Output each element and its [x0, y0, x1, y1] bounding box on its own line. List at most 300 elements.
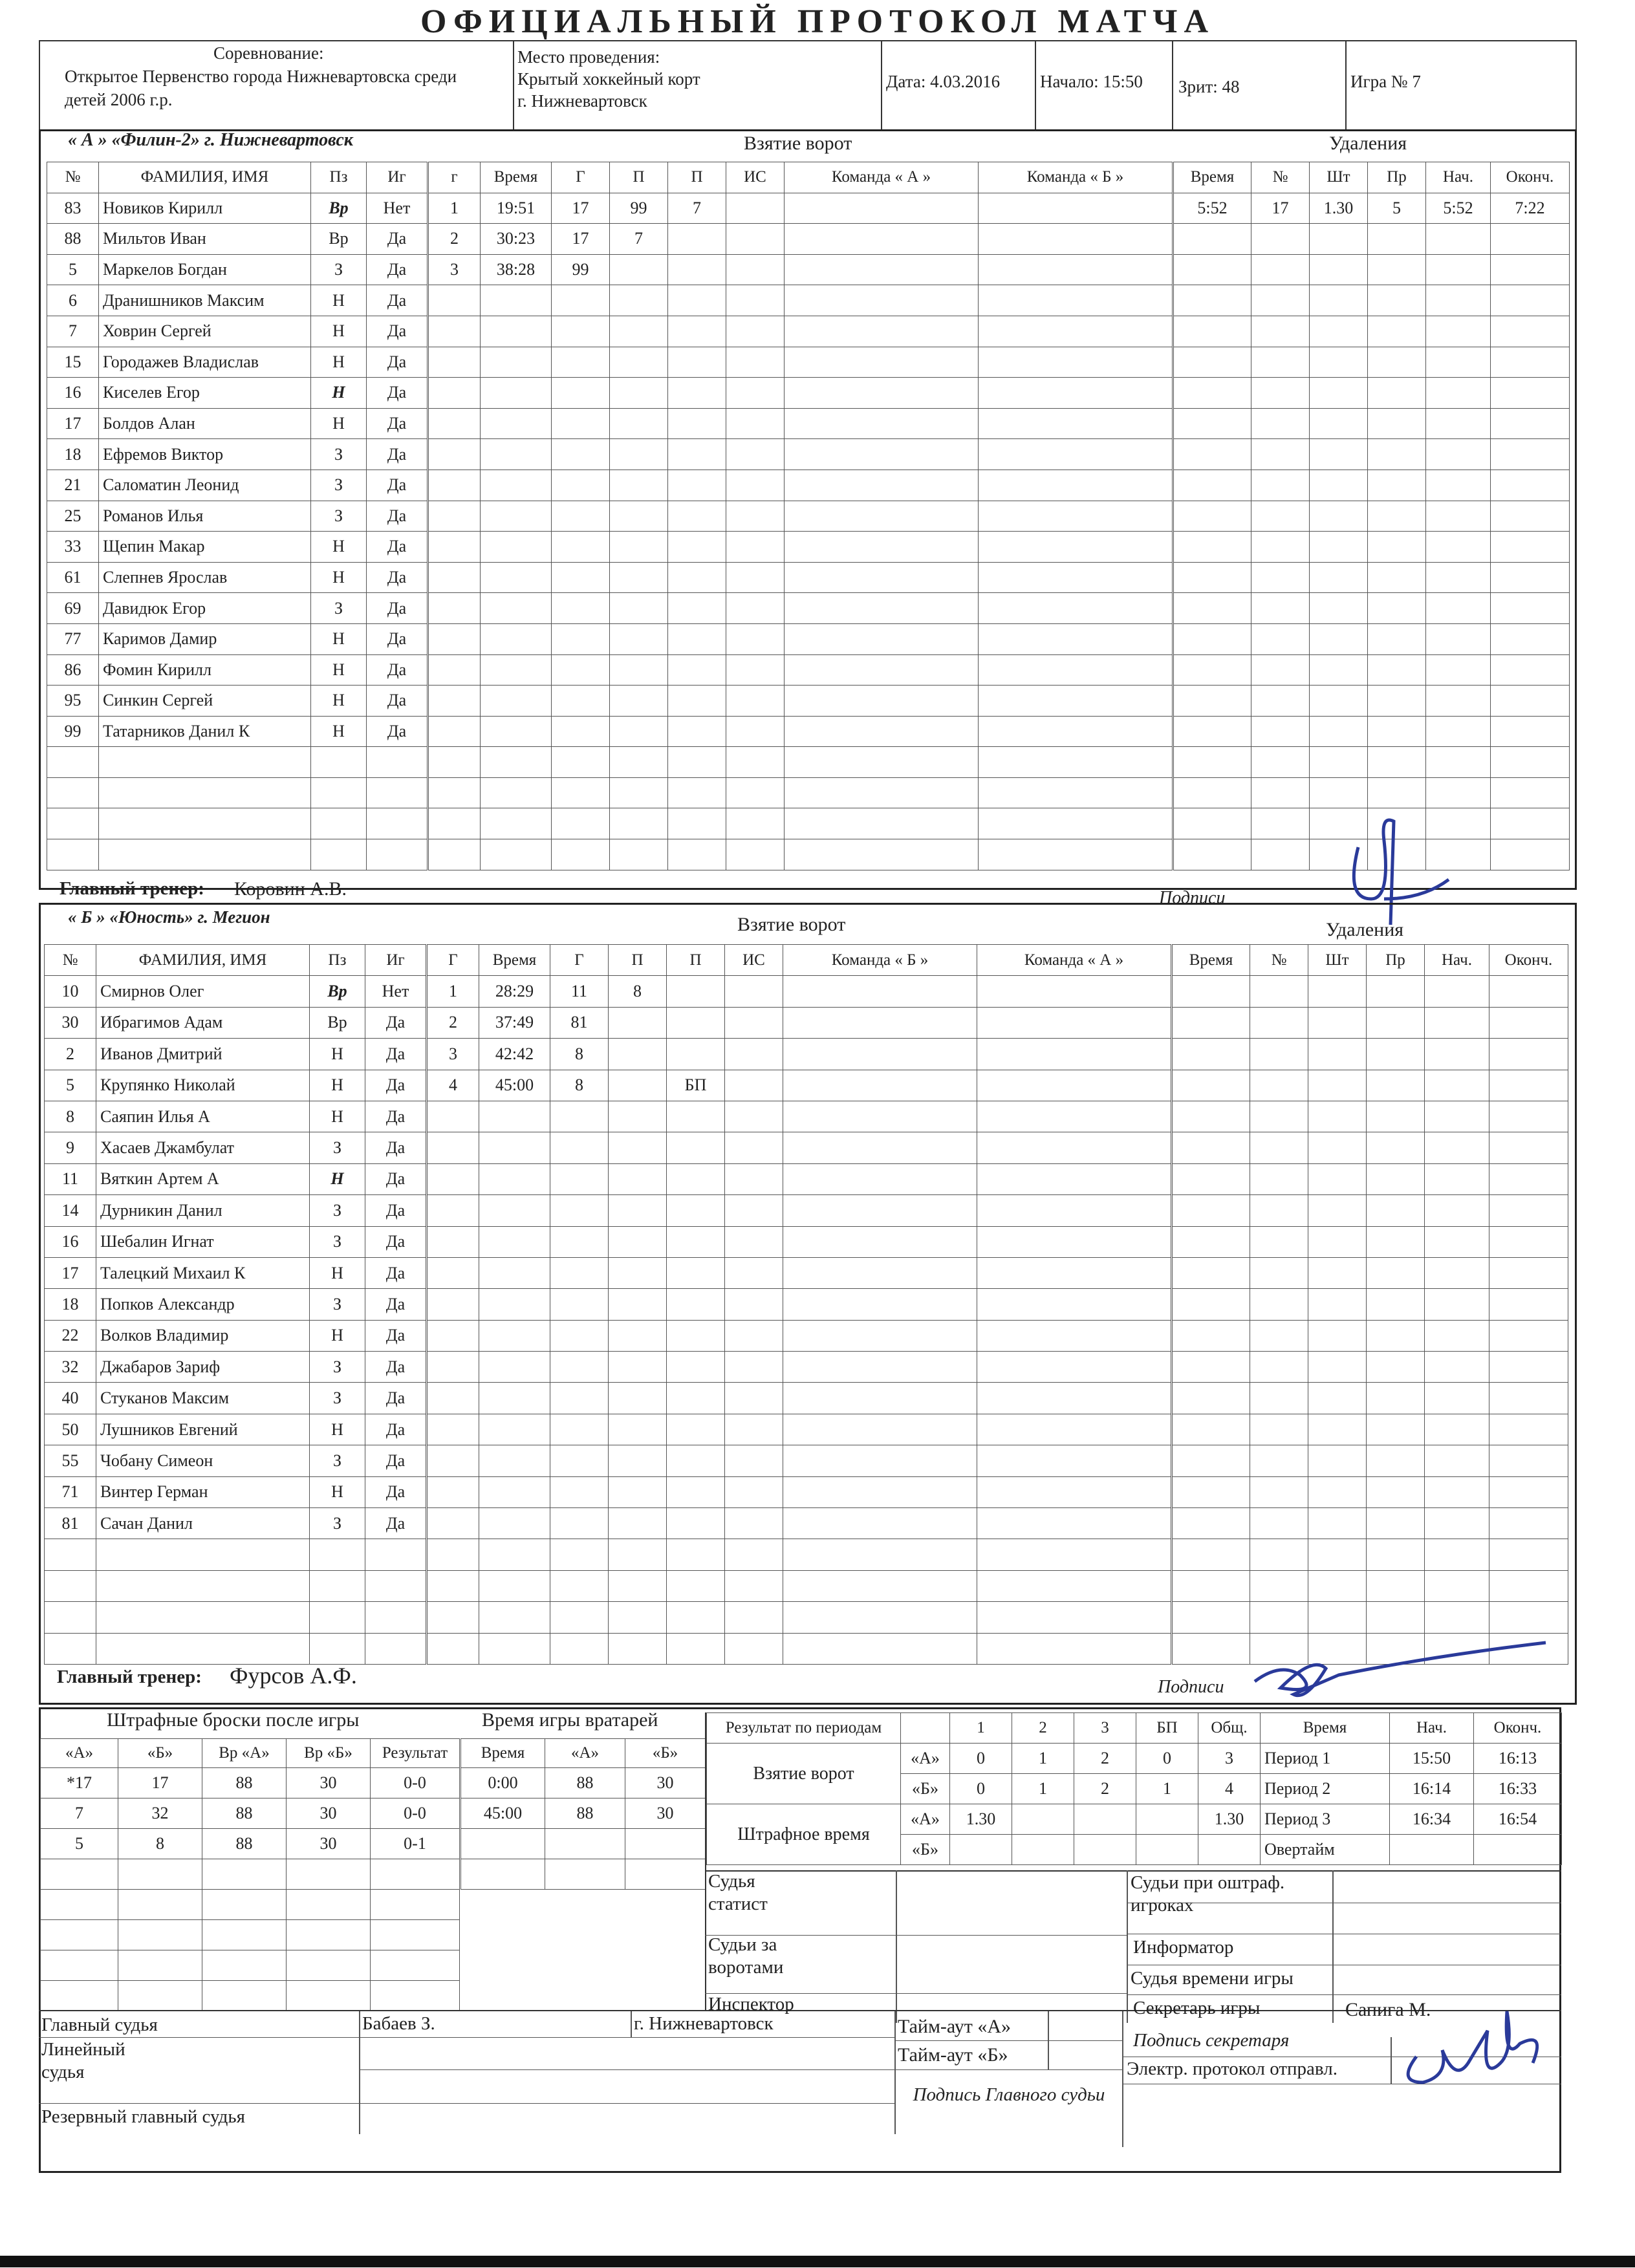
table-cell	[977, 1257, 1171, 1288]
player-name: Винтер Герман	[96, 1476, 310, 1507]
table-cell	[610, 532, 668, 563]
player-played: Да	[365, 1195, 426, 1226]
table-cell	[1308, 1476, 1367, 1507]
goal-assist-2	[668, 224, 726, 255]
player-position: З	[311, 501, 367, 532]
table-cell	[725, 1445, 783, 1476]
table-cell	[1489, 1383, 1568, 1414]
table-cell	[1174, 408, 1251, 439]
table-cell	[1491, 316, 1570, 347]
table-cell	[481, 747, 552, 778]
table-cell	[45, 1539, 96, 1570]
table-cell	[667, 1132, 725, 1163]
table-row	[45, 945, 426, 976]
table-cell	[1368, 532, 1426, 563]
table-cell	[725, 1602, 783, 1633]
player-position: З	[310, 1132, 365, 1163]
table-cell	[552, 347, 610, 378]
table-cell	[1310, 254, 1368, 285]
table-cell	[1491, 532, 1570, 563]
timeout-b: Тайм-аут «Б»	[898, 2044, 1008, 2066]
table-row	[45, 1101, 426, 1132]
table-cell	[726, 623, 785, 654]
player-played: Да	[365, 1414, 426, 1445]
time-judge: Судья времени игры	[1131, 1968, 1294, 1989]
table-cell	[667, 1602, 725, 1633]
player-name: Сачан Данил	[96, 1508, 310, 1539]
table-cell	[1489, 1289, 1568, 1320]
table-cell	[1174, 716, 1251, 747]
table-cell	[667, 1352, 725, 1383]
table-cell	[428, 1132, 479, 1163]
table-cell	[1368, 747, 1426, 778]
table-cell	[1251, 777, 1310, 808]
table-row	[47, 654, 428, 686]
table-cell	[1250, 1226, 1308, 1257]
player-played: Да	[365, 1257, 426, 1288]
shootout-cell: 30	[287, 1798, 371, 1829]
table-cell	[1250, 1163, 1308, 1194]
player-name: Болдов Алан	[99, 408, 311, 439]
table-cell	[979, 408, 1173, 439]
table-cell	[725, 1414, 783, 1445]
table-cell	[429, 316, 481, 347]
goal-assist-1	[609, 1070, 667, 1101]
table-row	[429, 623, 1173, 654]
player-name: Слепнев Ярослав	[99, 562, 311, 593]
table-row	[47, 747, 428, 778]
goalie-cell: 30	[625, 1798, 706, 1829]
table-cell	[481, 593, 552, 624]
table-cell	[1173, 1163, 1250, 1194]
table-cell	[726, 562, 785, 593]
table-row	[428, 1383, 1171, 1414]
table-cell	[1310, 408, 1368, 439]
table-cell	[725, 1476, 783, 1507]
table-cell	[1489, 1195, 1568, 1226]
table-cell	[550, 1476, 609, 1507]
table-cell	[1425, 1226, 1489, 1257]
table-cell	[1173, 1352, 1250, 1383]
table-cell	[1491, 593, 1570, 624]
table-cell	[783, 1633, 977, 1664]
period-value	[950, 1835, 1012, 1865]
table-cell	[310, 1539, 365, 1570]
table-cell	[481, 501, 552, 532]
table-cell	[609, 1539, 667, 1570]
table-cell	[1368, 285, 1426, 316]
table-cell	[1489, 1007, 1568, 1038]
table-cell	[429, 623, 481, 654]
table-cell	[1251, 839, 1310, 870]
player-played: Да	[367, 686, 428, 717]
table-cell	[1368, 439, 1426, 470]
table-cell	[428, 1539, 479, 1570]
team-a-goals-title: Взятие ворот	[744, 133, 852, 154]
goals-header: П	[668, 162, 726, 193]
table-cell	[550, 1163, 609, 1194]
player-position: Н	[310, 1257, 365, 1288]
table-cell	[1489, 1570, 1568, 1601]
table-cell	[47, 777, 99, 808]
reserve-judge: Резервный главный судья	[41, 2106, 245, 2127]
table-cell	[668, 777, 726, 808]
table-cell	[1251, 593, 1310, 624]
player-name: Ибрагимов Адам	[96, 1007, 310, 1038]
table-cell	[47, 747, 99, 778]
table-cell	[1367, 1289, 1425, 1320]
roster-header: Иг	[367, 162, 428, 193]
table-cell	[725, 1383, 783, 1414]
team-a-pen-title: Удаления	[1329, 133, 1407, 154]
player-position: З	[311, 439, 367, 470]
table-cell	[668, 747, 726, 778]
player-played: Да	[367, 623, 428, 654]
player-played: Да	[367, 501, 428, 532]
player-name: Талецкий Михаил К	[96, 1257, 310, 1288]
player-number: 33	[47, 532, 99, 563]
player-position: З	[310, 1445, 365, 1476]
table-cell	[1174, 654, 1251, 686]
table-cell	[726, 470, 785, 501]
table-row	[47, 686, 428, 717]
table-row	[47, 162, 428, 193]
table-cell	[979, 654, 1173, 686]
table-cell	[1489, 1101, 1568, 1132]
team-a-sign-label: Подписи	[1159, 888, 1226, 908]
table-cell	[1489, 1070, 1568, 1101]
goal-assist-1: 7	[610, 224, 668, 255]
table-cell	[1425, 1163, 1489, 1194]
table-row	[1173, 1508, 1568, 1539]
goal-assist-2	[667, 1039, 725, 1070]
goal-scorer: 8	[550, 1039, 609, 1070]
main-judge: Главный судья	[41, 2014, 158, 2035]
table-cell	[1425, 1289, 1489, 1320]
player-played: Да	[367, 562, 428, 593]
table-cell	[609, 1445, 667, 1476]
roster-header: ФАМИЛИЯ, ИМЯ	[96, 945, 310, 976]
table-cell	[1173, 1195, 1250, 1226]
table-cell	[1491, 716, 1570, 747]
period-time-header: Нач.	[1390, 1713, 1474, 1744]
table-cell	[1425, 1476, 1489, 1507]
player-position: Вр	[311, 224, 367, 255]
table-cell	[977, 1007, 1171, 1038]
player-played: Да	[365, 1101, 426, 1132]
table-cell	[481, 378, 552, 409]
player-played: Да	[367, 532, 428, 563]
table-row	[429, 593, 1173, 624]
table-row	[41, 1859, 460, 1890]
pen-header: Шт	[1310, 162, 1368, 193]
player-number: 40	[45, 1383, 96, 1414]
table-cell	[610, 378, 668, 409]
table-row	[45, 1602, 426, 1633]
table-cell	[479, 1476, 550, 1507]
player-position: З	[310, 1508, 365, 1539]
table-row	[428, 1476, 1171, 1507]
table-row	[45, 1414, 426, 1445]
main-judge-name: Бабаев З.	[362, 2013, 435, 2034]
table-cell	[1367, 1101, 1425, 1132]
table-row	[1174, 470, 1570, 501]
period-value: 0	[1136, 1744, 1198, 1774]
table-cell	[99, 777, 311, 808]
table-cell	[552, 623, 610, 654]
player-number: 6	[47, 285, 99, 316]
table-cell	[1251, 347, 1310, 378]
table-cell	[550, 1320, 609, 1351]
table-cell	[552, 501, 610, 532]
table-row	[429, 470, 1173, 501]
goalie-header: Время	[461, 1739, 545, 1768]
shootout-cell	[202, 1950, 287, 1981]
table-cell	[1310, 378, 1368, 409]
table-cell	[481, 532, 552, 563]
table-cell	[977, 1633, 1171, 1664]
table-cell	[479, 1132, 550, 1163]
shootout-header: Результат	[371, 1739, 460, 1768]
table-cell	[1251, 470, 1310, 501]
table-row	[1173, 1352, 1568, 1383]
table-cell	[1310, 747, 1368, 778]
player-name: Смирнов Олег	[96, 976, 310, 1007]
table-cell	[1174, 808, 1251, 839]
pen-header: №	[1250, 945, 1308, 976]
shootout-cell	[118, 1890, 202, 1920]
table-row	[461, 1768, 706, 1798]
table-cell	[977, 1570, 1171, 1601]
table-cell	[725, 1570, 783, 1601]
table-cell	[783, 1289, 977, 1320]
team-b-coach: Фурсов А.Ф.	[230, 1663, 357, 1689]
table-cell	[977, 1476, 1171, 1507]
table-cell	[1310, 285, 1368, 316]
table-cell	[1308, 1508, 1367, 1539]
table-cell	[979, 378, 1173, 409]
table-cell	[1250, 976, 1308, 1007]
period-label: Период 2	[1261, 1774, 1390, 1804]
table-cell	[783, 1445, 977, 1476]
table-row	[428, 1132, 1171, 1163]
goalie-cell	[461, 1859, 545, 1890]
table-cell	[1308, 1226, 1367, 1257]
table-cell	[979, 439, 1173, 470]
table-cell	[96, 1570, 310, 1601]
shootout-cell	[287, 1950, 371, 1981]
period-value: 1.30	[950, 1804, 1012, 1835]
goal-assist-1	[609, 1039, 667, 1070]
table-cell	[367, 777, 428, 808]
table-cell	[1426, 224, 1491, 255]
table-cell	[783, 1320, 977, 1351]
goals-label: Взятие ворот	[707, 1744, 901, 1804]
table-row	[1174, 254, 1570, 285]
player-position: Н	[311, 316, 367, 347]
table-row	[428, 1570, 1171, 1601]
period-value	[1012, 1835, 1074, 1865]
table-cell	[977, 1070, 1171, 1101]
table-cell	[979, 623, 1173, 654]
table-cell	[1489, 1039, 1568, 1070]
table-cell	[1308, 1602, 1367, 1633]
player-name: Вяткин Артем А	[96, 1163, 310, 1194]
table-cell	[610, 408, 668, 439]
team-a-coach-label: Главный тренер:	[60, 878, 204, 899]
table-cell	[726, 747, 785, 778]
goal-assist-1: 99	[610, 193, 668, 224]
table-cell	[610, 747, 668, 778]
table-cell	[1491, 808, 1570, 839]
table-cell	[1173, 1539, 1250, 1570]
shootout-cell: 88	[202, 1829, 287, 1859]
table-cell	[1368, 686, 1426, 717]
table-cell	[1173, 1257, 1250, 1288]
table-cell	[550, 1226, 609, 1257]
table-cell	[609, 1320, 667, 1351]
goalie-cell	[625, 1829, 706, 1859]
period-start	[1390, 1835, 1474, 1865]
table-cell	[1491, 439, 1570, 470]
venue-label: Место проведения:	[517, 47, 660, 67]
inspector: Инспектор	[708, 1994, 794, 2014]
shootout-cell: 30	[287, 1768, 371, 1798]
goal-situation	[725, 1039, 783, 1070]
table-cell	[552, 470, 610, 501]
goal-situation	[725, 1007, 783, 1038]
table-row	[47, 285, 428, 316]
shootout-title: Штрафные броски после игры	[107, 1709, 360, 1731]
shootout-header: «Б»	[118, 1739, 202, 1768]
table-cell	[785, 623, 979, 654]
table-cell	[550, 1570, 609, 1601]
table-row	[45, 1633, 426, 1664]
table-cell	[1173, 1602, 1250, 1633]
table-row	[428, 1070, 1171, 1101]
table-row	[47, 839, 428, 870]
table-cell	[1308, 1132, 1367, 1163]
table-cell	[479, 1257, 550, 1288]
goal-scorer: 17	[552, 193, 610, 224]
table-cell	[1367, 1132, 1425, 1163]
table-cell	[979, 224, 1173, 255]
table-cell	[1310, 593, 1368, 624]
secretary-sign-label: Подпись секретаря	[1133, 2030, 1290, 2051]
table-cell	[609, 1633, 667, 1664]
player-position: Н	[311, 562, 367, 593]
table-cell	[479, 1602, 550, 1633]
table-cell	[1250, 1257, 1308, 1288]
player-number: 18	[47, 439, 99, 470]
table-row	[428, 1352, 1171, 1383]
table-cell	[725, 1352, 783, 1383]
table-cell	[1310, 347, 1368, 378]
table-cell	[481, 562, 552, 593]
table-cell	[785, 654, 979, 686]
player-played: Да	[367, 285, 428, 316]
table-cell	[1251, 654, 1310, 686]
table-cell	[667, 1226, 725, 1257]
table-cell	[1308, 1101, 1367, 1132]
table-cell	[785, 193, 979, 224]
pen-header: Шт	[1308, 945, 1367, 976]
table-cell	[1491, 654, 1570, 686]
table-cell	[977, 1445, 1171, 1476]
table-row	[41, 1739, 460, 1768]
player-number: 61	[47, 562, 99, 593]
table-cell	[552, 716, 610, 747]
table-cell	[552, 747, 610, 778]
table-row	[1174, 562, 1570, 593]
table-cell	[1367, 1352, 1425, 1383]
table-row	[429, 408, 1173, 439]
table-cell	[428, 1320, 479, 1351]
table-cell	[977, 1539, 1171, 1570]
table-cell	[610, 470, 668, 501]
goalie-header: «А»	[545, 1739, 625, 1768]
table-cell	[1174, 777, 1251, 808]
player-number: 16	[47, 378, 99, 409]
table-cell	[1367, 1508, 1425, 1539]
goals-header: Г	[550, 945, 609, 976]
team-b-penalties	[1172, 944, 1568, 1665]
table-cell	[1367, 1602, 1425, 1633]
team-label: «А»	[901, 1744, 950, 1774]
roster-header: Пз	[310, 945, 365, 976]
table-cell	[1308, 1070, 1367, 1101]
table-cell	[1367, 1445, 1425, 1476]
table-row	[429, 162, 1173, 193]
table-cell	[1489, 1602, 1568, 1633]
table-cell	[726, 408, 785, 439]
table-cell	[429, 747, 481, 778]
table-cell	[1308, 1414, 1367, 1445]
table-cell	[1367, 1539, 1425, 1570]
table-cell	[1174, 501, 1251, 532]
table-cell	[979, 593, 1173, 624]
table-row	[47, 316, 428, 347]
table-cell	[479, 1226, 550, 1257]
table-cell	[1173, 1445, 1250, 1476]
table-cell	[428, 1633, 479, 1664]
table-cell	[726, 316, 785, 347]
table-row	[1174, 162, 1570, 193]
pen-header: Время	[1174, 162, 1251, 193]
shootout-cell	[202, 1890, 287, 1920]
table-cell	[1174, 254, 1251, 285]
goal-time: 38:28	[481, 254, 552, 285]
table-cell	[552, 839, 610, 870]
period-value: 0	[950, 1774, 1012, 1804]
pen-header: Оконч.	[1491, 162, 1570, 193]
table-cell	[1308, 1163, 1367, 1194]
roster-header: Пз	[311, 162, 367, 193]
table-row	[45, 1289, 426, 1320]
goalie-cell: 30	[625, 1768, 706, 1798]
table-row	[707, 1804, 1261, 1835]
table-cell	[977, 1195, 1171, 1226]
table-cell	[726, 777, 785, 808]
table-row	[428, 1257, 1171, 1288]
table-cell	[785, 777, 979, 808]
table-row	[1174, 347, 1570, 378]
player-number: 32	[45, 1352, 96, 1383]
table-cell	[668, 347, 726, 378]
table-cell	[1173, 1070, 1250, 1101]
table-cell	[1173, 1633, 1250, 1664]
table-cell	[429, 808, 481, 839]
